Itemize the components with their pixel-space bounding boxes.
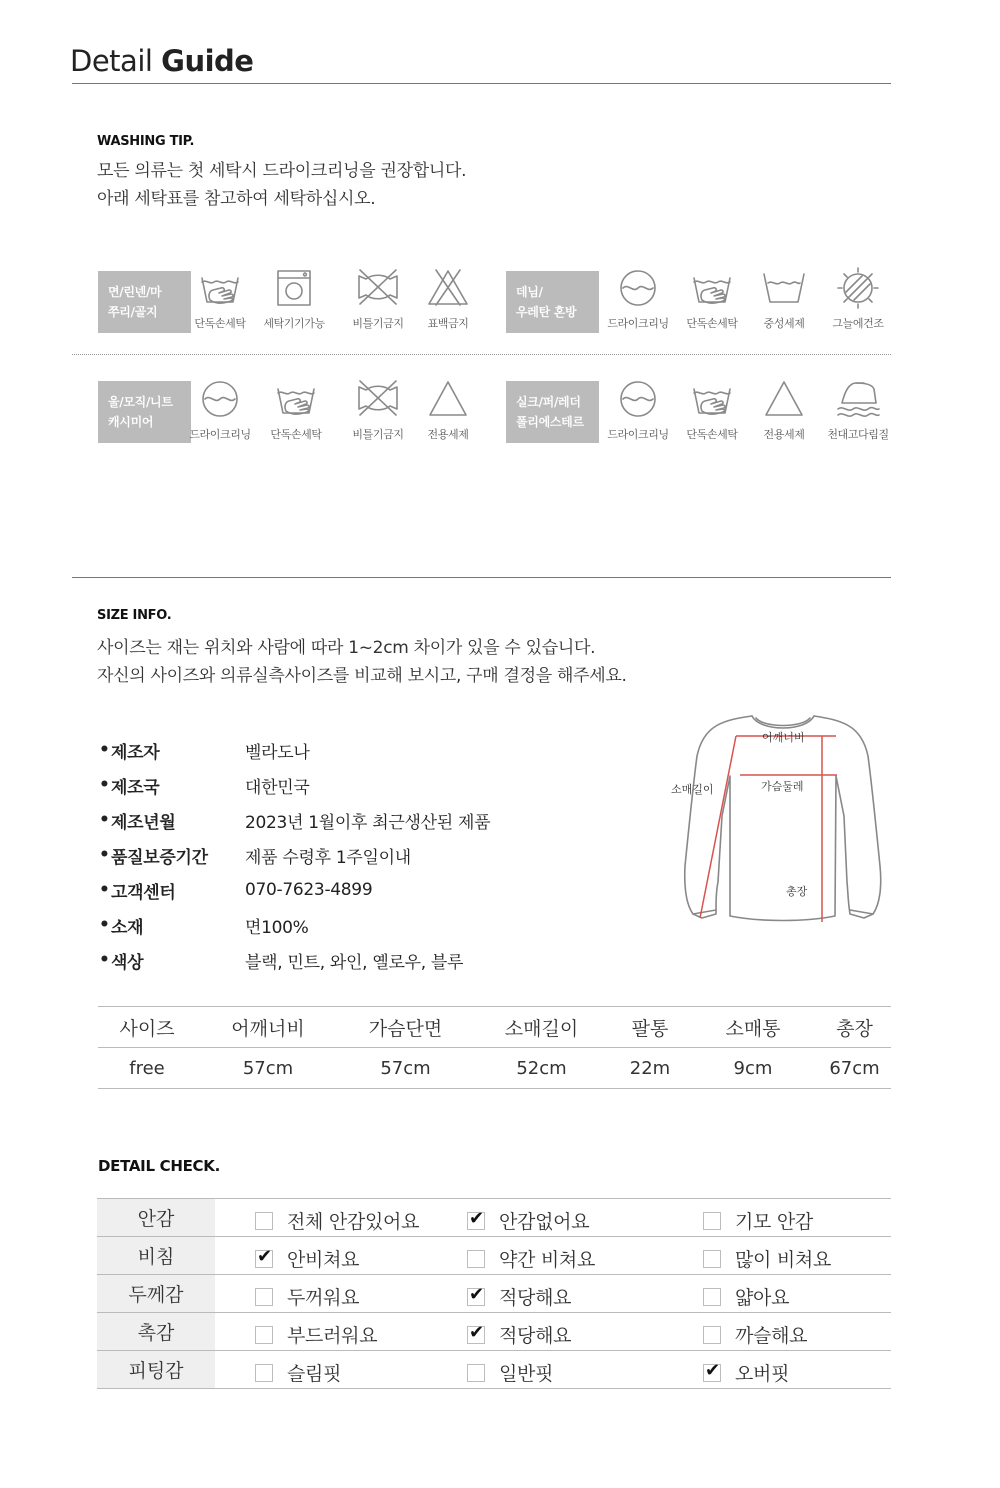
wash-care-item [180, 377, 260, 442]
spec-key: 제조자 [111, 742, 160, 763]
wash-category-box [98, 381, 191, 443]
spec-key: 소재 [111, 917, 144, 938]
size-table-row [98, 1048, 891, 1089]
spec-key: 제조국 [111, 777, 160, 798]
wash-care-item [818, 266, 898, 331]
wash-care-item [254, 266, 334, 331]
detail-check-option-label: 슬림핏 [287, 1363, 342, 1385]
detail-check-option-label: 부드러워요 [287, 1325, 378, 1347]
wash-care-label: 비틀기금지 [352, 428, 404, 441]
detail-check-option [467, 1359, 553, 1386]
detail-check-option [467, 1245, 595, 1272]
washing-machine-icon [270, 266, 318, 310]
check-mark-icon: ✔ [469, 1207, 484, 1229]
wash-category-box [506, 381, 599, 443]
wash-category-label: 울/모직/니트 [108, 395, 173, 409]
unchecked-checkbox [703, 1326, 721, 1344]
wash-care-item [672, 266, 752, 331]
wash-category-label: 쭈리/골지 [108, 305, 158, 319]
no-wring-icon [354, 266, 402, 310]
detail-check-option [255, 1359, 341, 1386]
section-divider [72, 577, 891, 578]
triangle-icon [760, 377, 808, 421]
spec-row [99, 735, 310, 765]
sleeve-label: 소매길이 [671, 783, 714, 796]
washing-tip-text [97, 157, 466, 213]
no-wring-icon [354, 377, 402, 421]
wash-care-item [180, 266, 260, 331]
detail-check-option-label: 안비쳐요 [287, 1249, 360, 1271]
wash-care-label: 전용세제 [427, 428, 469, 441]
spec-bullet: • [99, 845, 110, 865]
detail-check-option-label: 오버핏 [735, 1363, 790, 1385]
detail-check-option [703, 1245, 831, 1272]
detail-check-row [97, 1275, 891, 1313]
shade-dry-icon [834, 266, 882, 310]
title-light: Detail [70, 44, 153, 78]
spec-bullet: • [99, 915, 110, 935]
detail-check-row [97, 1237, 891, 1275]
detail-check-option-label: 두꺼워요 [287, 1287, 360, 1309]
spec-row [99, 805, 490, 835]
washing-tip-line: 모든 의류는 첫 세탁시 드라이크리닝을 권장합니다. [97, 161, 467, 181]
spec-value: 면100% [245, 917, 309, 938]
size-info-line: 자신의 사이즈와 의류실측사이즈를 비교해 보시고, 구매 결정을 해주세요. [97, 666, 627, 686]
triangle-icon [424, 377, 472, 421]
unchecked-checkbox [467, 1250, 485, 1268]
checked-checkbox [467, 1321, 485, 1344]
dry-clean-icon [196, 377, 244, 421]
detail-check-option-label: 많이 비쳐요 [735, 1249, 832, 1271]
sweater-outline [685, 716, 881, 921]
wash-care-label: 단독손세탁 [270, 428, 322, 441]
wash-category-box [506, 271, 599, 333]
wash-category-box [98, 271, 191, 333]
detail-check-option-label: 얇아요 [735, 1287, 790, 1309]
detail-check-option-label: 까슬해요 [735, 1325, 808, 1347]
size-value-cell: 9cm [733, 1057, 773, 1079]
checked-checkbox [703, 1359, 721, 1382]
wash-category-label: 데님/ [516, 285, 543, 299]
wash-care-label: 드라이크리닝 [607, 428, 669, 441]
size-info-text [97, 634, 627, 690]
spec-bullet: • [99, 775, 110, 795]
spec-row [99, 840, 411, 870]
wash-care-label: 세탁기기가능 [263, 317, 325, 330]
wash-care-item [744, 266, 824, 331]
wash-care-label: 그늘에건조 [832, 317, 884, 330]
detail-check-option-label: 전체 안감있어요 [287, 1211, 420, 1233]
size-value-cell: 52cm [516, 1057, 567, 1079]
check-mark-icon: ✔ [705, 1359, 720, 1381]
detail-check-option [703, 1321, 807, 1348]
size-header-cell: 사이즈 [119, 1017, 175, 1040]
wash-care-item [408, 266, 488, 331]
wash-care-label: 드라이크리닝 [607, 317, 669, 330]
size-value-cell: 57cm [380, 1057, 431, 1079]
spec-value: 070-7623-4899 [245, 880, 373, 900]
hand-wash-icon [196, 266, 244, 310]
detail-check-option [467, 1207, 589, 1234]
washing-tip-label: WASHING TIP. [97, 134, 195, 149]
unchecked-checkbox [467, 1364, 485, 1382]
detail-check-option [467, 1283, 571, 1310]
check-mark-icon: ✔ [469, 1283, 484, 1305]
spec-bullet: • [99, 740, 110, 760]
detail-check-category: 두께감 [97, 1275, 215, 1312]
spec-row [99, 770, 310, 800]
wash-category-label: 실크/퍼/레더 [516, 395, 581, 409]
unchecked-checkbox [703, 1250, 721, 1268]
size-header-cell: 소매길이 [504, 1017, 579, 1040]
no-bleach-icon [424, 266, 472, 310]
wash-care-label: 비틀기금지 [352, 317, 404, 330]
detail-check-row [97, 1351, 891, 1389]
unchecked-checkbox [255, 1212, 273, 1230]
spec-bullet: • [99, 950, 110, 970]
spec-value: 제품 수령후 1주일이내 [245, 847, 411, 868]
unchecked-checkbox [255, 1288, 273, 1306]
checked-checkbox [467, 1207, 485, 1230]
cloth-iron-icon [834, 377, 882, 421]
neutral-detergent-icon [760, 266, 808, 310]
title-bold: Guide [161, 44, 254, 78]
detail-check-option [467, 1321, 571, 1348]
washing-tip-line: 아래 세탁표를 참고하여 세탁하십시오. [97, 189, 376, 209]
title-divider [72, 83, 891, 84]
spec-bullet: • [99, 880, 110, 900]
shoulder-label: 어깨너비 [762, 731, 805, 744]
spec-row [99, 945, 463, 975]
detail-check-label: DETAIL CHECK. [98, 1157, 220, 1175]
detail-check-table [97, 1198, 891, 1389]
wash-care-item [338, 266, 418, 331]
wash-category-label: 캐시미어 [108, 415, 154, 429]
wash-category-label: 면/린넨/마 [108, 285, 162, 299]
wash-care-item [672, 377, 752, 442]
wash-care-label: 단독손세탁 [194, 317, 246, 330]
detail-check-option-label: 일반핏 [499, 1363, 554, 1385]
size-value-cell: 22m [629, 1057, 671, 1079]
check-mark-icon: ✔ [469, 1321, 484, 1343]
wash-care-item [818, 377, 898, 442]
spec-row [99, 910, 309, 940]
wash-care-label: 단독손세탁 [686, 428, 738, 441]
wash-grid-divider [72, 354, 891, 355]
chest-label: 가슴둘레 [761, 780, 804, 793]
detail-check-option [703, 1207, 813, 1234]
wash-care-item [744, 377, 824, 442]
detail-check-option [255, 1321, 377, 1348]
spec-key: 색상 [111, 952, 144, 973]
unchecked-checkbox [703, 1288, 721, 1306]
wash-category-label: 폴리에스테르 [516, 415, 584, 429]
detail-check-option-label: 기모 안감 [735, 1211, 813, 1233]
unchecked-checkbox [255, 1364, 273, 1382]
wash-care-label: 표백금지 [427, 317, 469, 330]
detail-check-option-label: 적당해요 [499, 1287, 572, 1309]
checked-checkbox [467, 1283, 485, 1306]
detail-check-option [703, 1283, 789, 1310]
size-table-header [98, 1007, 891, 1048]
size-header-cell: 총장 [836, 1017, 873, 1040]
unchecked-checkbox [703, 1212, 721, 1230]
spec-bullet: • [99, 810, 110, 830]
spec-value: 대한민국 [245, 777, 310, 798]
hand-wash-icon [688, 377, 736, 421]
wash-care-label: 드라이크리닝 [189, 428, 251, 441]
wash-care-item [256, 377, 336, 442]
size-info-line: 사이즈는 재는 위치와 사람에 따라 1~2cm 차이가 있을 수 있습니다. [97, 638, 596, 658]
wash-care-item [598, 377, 678, 442]
wash-care-item [408, 377, 488, 442]
spec-key: 고객센터 [111, 882, 176, 903]
dry-clean-icon [614, 266, 662, 310]
size-header-cell: 어깨너비 [231, 1017, 305, 1040]
size-value-cell: free [129, 1057, 165, 1079]
size-value-cell: 67cm [829, 1057, 880, 1079]
detail-check-category: 피팅감 [97, 1351, 215, 1388]
garment-size-diagram [660, 706, 900, 936]
detail-check-option [255, 1283, 359, 1310]
spec-key: 품질보증기간 [111, 847, 208, 868]
wash-care-item [338, 377, 418, 442]
wash-care-label: 천대고다림질 [827, 428, 889, 441]
spec-value: 벨라도나 [245, 742, 310, 763]
detail-check-option [255, 1245, 359, 1272]
wash-care-label: 전용세제 [763, 428, 805, 441]
detail-check-option-label: 적당해요 [499, 1325, 572, 1347]
detail-check-option [703, 1359, 789, 1386]
size-header-cell: 팔통 [631, 1017, 669, 1040]
hand-wash-icon [688, 266, 736, 310]
hand-wash-icon [272, 377, 320, 421]
wash-care-label: 단독손세탁 [686, 317, 738, 330]
check-mark-icon: ✔ [257, 1245, 272, 1267]
detail-check-category: 비침 [97, 1237, 215, 1274]
size-value-cell: 57cm [242, 1057, 294, 1079]
spec-key: 제조년월 [111, 812, 176, 833]
size-info-label: SIZE INFO. [97, 608, 172, 623]
page-title [70, 44, 253, 78]
size-header-cell: 소매통 [725, 1017, 781, 1040]
detail-check-row [97, 1199, 891, 1237]
detail-check-option-label: 약간 비쳐요 [499, 1249, 596, 1271]
spec-value: 2023년 1월이후 최근생산된 제품 [245, 812, 491, 833]
unchecked-checkbox [255, 1326, 273, 1344]
length-label: 총장 [786, 885, 808, 898]
detail-check-row [97, 1313, 891, 1351]
wash-care-item [598, 266, 678, 331]
detail-check-category: 촉감 [97, 1313, 215, 1350]
detail-check-option [255, 1207, 419, 1234]
wash-care-label: 중성세제 [763, 317, 805, 330]
dry-clean-icon [614, 377, 662, 421]
spec-row [99, 875, 372, 905]
detail-check-option-label: 안감없어요 [499, 1211, 590, 1233]
size-table [98, 1006, 891, 1089]
checked-checkbox [255, 1245, 273, 1268]
spec-value: 블랙, 민트, 와인, 옐로우, 블루 [245, 952, 464, 973]
wash-category-label: 우레탄 혼방 [516, 305, 577, 319]
size-header-cell: 가슴단면 [368, 1017, 443, 1040]
detail-check-category: 안감 [97, 1199, 215, 1236]
